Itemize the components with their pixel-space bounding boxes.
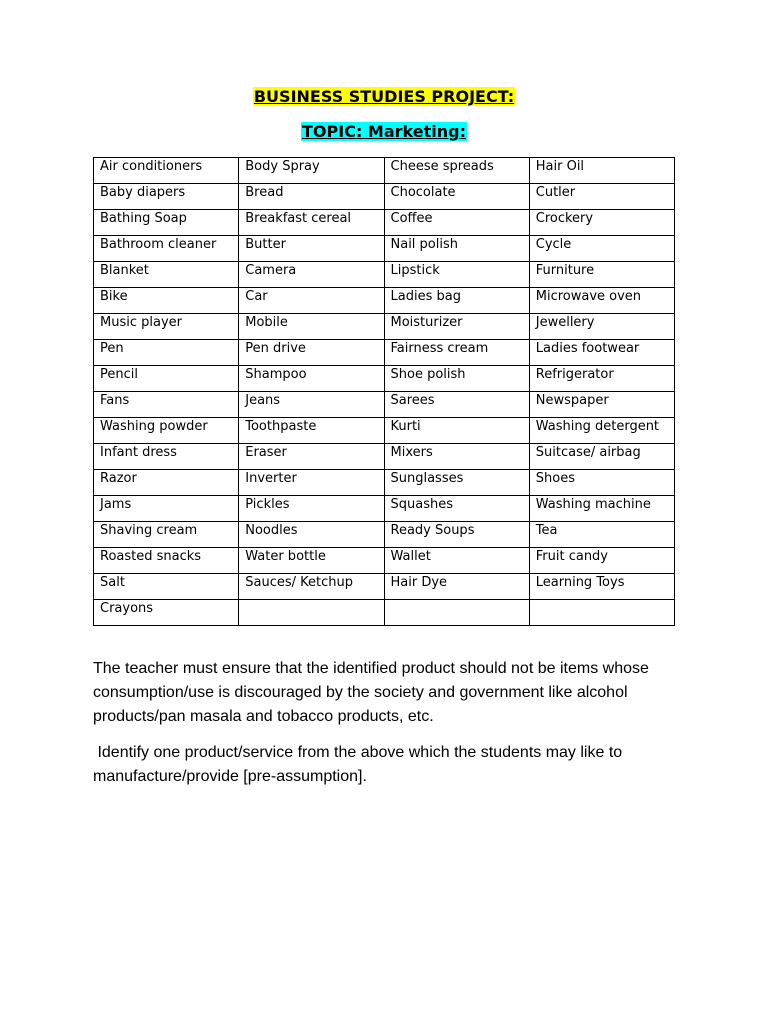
- table-cell: Ladies bag: [384, 288, 529, 314]
- table-cell: Ladies footwear: [529, 340, 674, 366]
- table-cell: Toothpaste: [239, 418, 384, 444]
- table-cell: Furniture: [529, 262, 674, 288]
- document-title-block: [0, 87, 768, 107]
- table-cell: Roasted snacks: [94, 548, 239, 574]
- table-cell: Noodles: [239, 522, 384, 548]
- document-subtitle-block: [0, 122, 768, 142]
- table-row: [94, 158, 675, 184]
- table-cell: Shampoo: [239, 366, 384, 392]
- table-cell: Washing detergent: [529, 418, 674, 444]
- table-cell: Ready Soups: [384, 522, 529, 548]
- table-cell: Sunglasses: [384, 470, 529, 496]
- table-cell: Coffee: [384, 210, 529, 236]
- table-cell: Learning Toys: [529, 574, 674, 600]
- table-cell: Crayons: [94, 600, 239, 626]
- table-row: [94, 210, 675, 236]
- table-cell: Razor: [94, 470, 239, 496]
- table-cell: Newspaper: [529, 392, 674, 418]
- table-cell: [239, 600, 384, 626]
- table-row: [94, 314, 675, 340]
- table-cell: Air conditioners: [94, 158, 239, 184]
- table-cell: Bathroom cleaner: [94, 236, 239, 262]
- table-cell: Shoes: [529, 470, 674, 496]
- table-cell: Wallet: [384, 548, 529, 574]
- table-cell: Nail polish: [384, 236, 529, 262]
- table-cell: Body Spray: [239, 158, 384, 184]
- table-cell: Eraser: [239, 444, 384, 470]
- table-cell: [529, 600, 674, 626]
- table-cell: Car: [239, 288, 384, 314]
- table-row: [94, 548, 675, 574]
- product-table: [93, 157, 675, 626]
- table-row: [94, 444, 675, 470]
- table-cell: Jewellery: [529, 314, 674, 340]
- table-cell: Salt: [94, 574, 239, 600]
- table-cell: Cycle: [529, 236, 674, 262]
- table-cell: Lipstick: [384, 262, 529, 288]
- table-cell: Baby diapers: [94, 184, 239, 210]
- table-cell: Sarees: [384, 392, 529, 418]
- table-cell: Cheese spreads: [384, 158, 529, 184]
- table-row: [94, 288, 675, 314]
- table-row: [94, 340, 675, 366]
- table-cell: Fairness cream: [384, 340, 529, 366]
- table-cell: Bathing Soap: [94, 210, 239, 236]
- table-cell: Moisturizer: [384, 314, 529, 340]
- table-row: [94, 574, 675, 600]
- document-title: BUSINESS STUDIES PROJECT:: [253, 87, 515, 106]
- instruction-paragraph-2: Identify one product/service from the above which the students may like to manufacture/provide [pre-assumption].: [93, 744, 627, 785]
- table-cell: Pencil: [94, 366, 239, 392]
- document-subtitle: TOPIC: Marketing:: [302, 122, 466, 141]
- table-cell: Inverter: [239, 470, 384, 496]
- table-cell: Tea: [529, 522, 674, 548]
- table-cell: Crockery: [529, 210, 674, 236]
- table-cell: Kurti: [384, 418, 529, 444]
- table-cell: Squashes: [384, 496, 529, 522]
- table-cell: Infant dress: [94, 444, 239, 470]
- table-cell: Fans: [94, 392, 239, 418]
- table-cell: Pen: [94, 340, 239, 366]
- table-cell: Fruit candy: [529, 548, 674, 574]
- table-cell: Bike: [94, 288, 239, 314]
- table-row: [94, 236, 675, 262]
- instruction-paragraph-1: The teacher must ensure that the identified product should not be items whose consumption/use is discouraged by the society and government like alcohol products/pan masala and tobacco products, etc.: [93, 660, 649, 725]
- table-cell: Mixers: [384, 444, 529, 470]
- table-cell: Sauces/ Ketchup: [239, 574, 384, 600]
- table-cell: Blanket: [94, 262, 239, 288]
- table-cell: Hair Oil: [529, 158, 674, 184]
- table-cell: [384, 600, 529, 626]
- product-table-body: [94, 158, 675, 626]
- table-cell: Jeans: [239, 392, 384, 418]
- table-cell: Shaving cream: [94, 522, 239, 548]
- table-row: [94, 418, 675, 444]
- table-cell: Jams: [94, 496, 239, 522]
- table-cell: Suitcase/ airbag: [529, 444, 674, 470]
- table-row: [94, 262, 675, 288]
- table-row: [94, 470, 675, 496]
- table-cell: Water bottle: [239, 548, 384, 574]
- table-row: [94, 600, 675, 626]
- table-cell: Chocolate: [384, 184, 529, 210]
- table-cell: Washing powder: [94, 418, 239, 444]
- table-cell: Microwave oven: [529, 288, 674, 314]
- table-cell: Butter: [239, 236, 384, 262]
- table-cell: Pen drive: [239, 340, 384, 366]
- table-row: [94, 496, 675, 522]
- table-row: [94, 522, 675, 548]
- table-cell: Shoe polish: [384, 366, 529, 392]
- table-cell: Cutler: [529, 184, 674, 210]
- table-row: [94, 184, 675, 210]
- table-cell: Hair Dye: [384, 574, 529, 600]
- table-cell: Mobile: [239, 314, 384, 340]
- table-cell: Music player: [94, 314, 239, 340]
- table-cell: Refrigerator: [529, 366, 674, 392]
- table-cell: Pickles: [239, 496, 384, 522]
- table-cell: Breakfast cereal: [239, 210, 384, 236]
- table-row: [94, 392, 675, 418]
- table-row: [94, 366, 675, 392]
- table-cell: Bread: [239, 184, 384, 210]
- table-cell: Camera: [239, 262, 384, 288]
- table-cell: Washing machine: [529, 496, 674, 522]
